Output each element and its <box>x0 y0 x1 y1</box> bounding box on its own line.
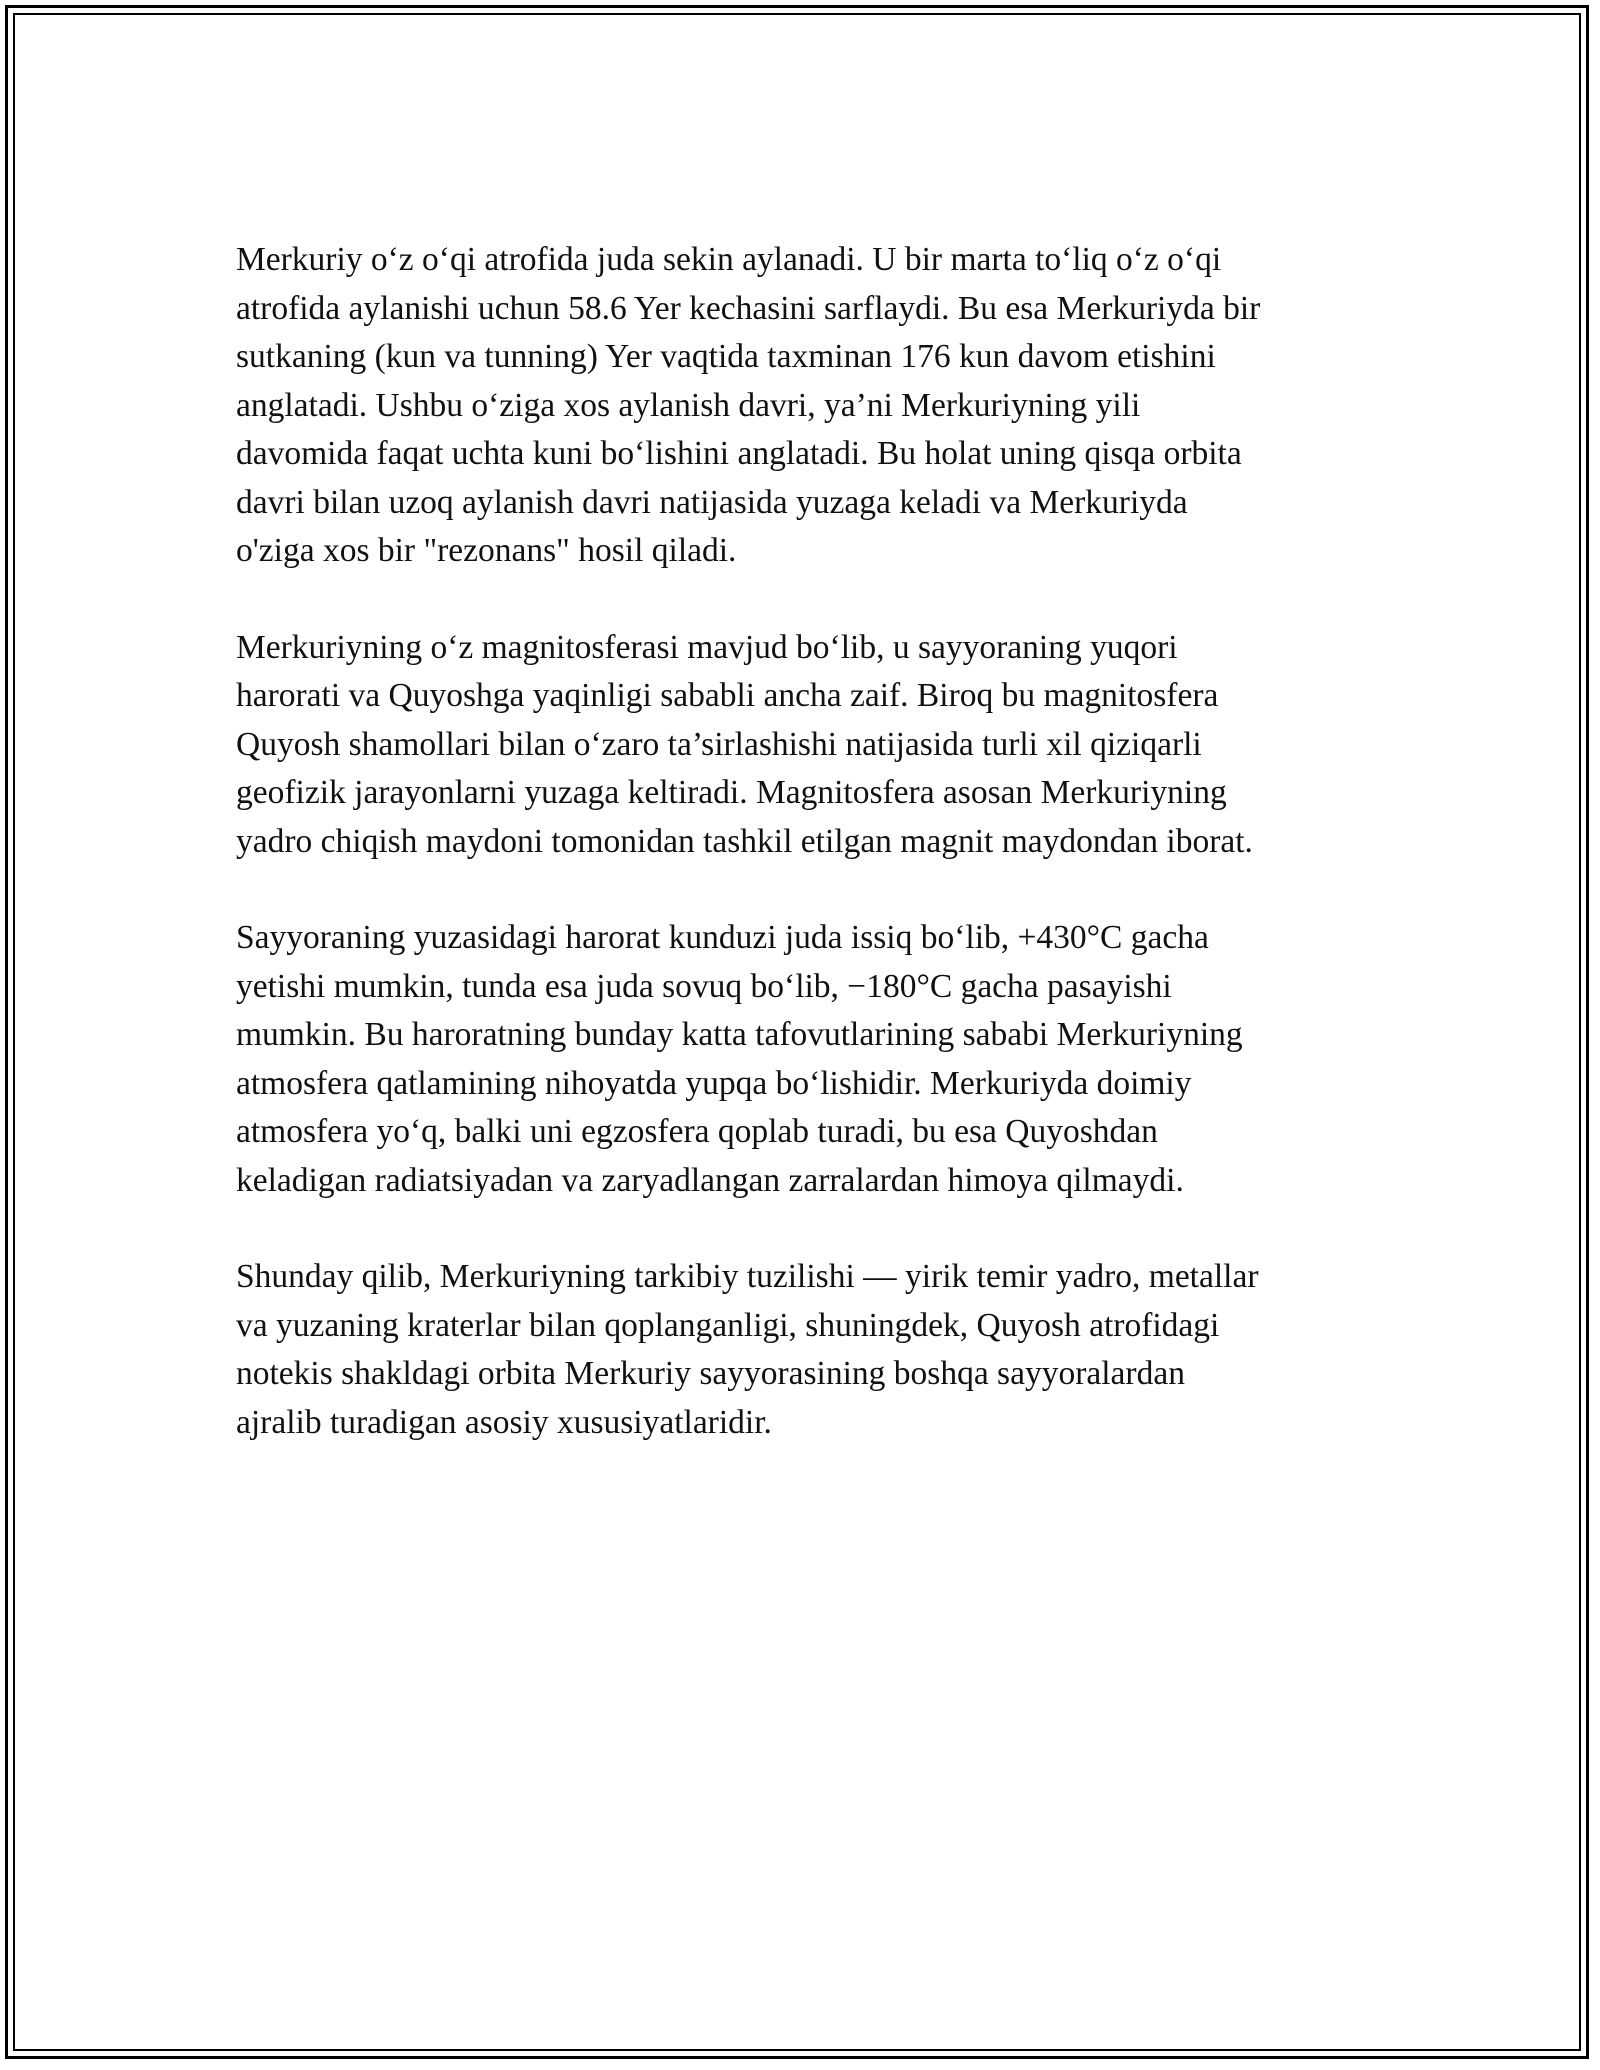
document-body <box>236 236 1366 1495</box>
paragraph-magnetosphere: Merkuriyning o‘z magnitosferasi mavjud bo‘lib, u sayyoraning yuqori harorati va Quyoshga yaqinligi sababli ancha zaif. Biroq bu magnitosfera Quyosh shamollari bilan o‘zaro ta’sirlashishi natijasida turli xil qiziqarli geofizik jarayonlarni yuzaga keltiradi. Magnitosfera asosan Merkuriyning yadro chiqish maydoni tomonidan tashkil etilgan magnit maydondan iborat. <box>236 628 1253 860</box>
paragraph-rotation: Merkuriy o‘z o‘qi atrofida juda sekin aylanadi. U bir marta to‘liq o‘z o‘qi atrofida aylanishi uchun 58.6 Yer kechasini sarflaydi. Bu esa Merkuriyda bir sutkaning (kun va tunning) Yer vaqtida taxminan 176 kun davom etishini anglatadi. Ushbu o‘ziga xos aylanish davri, ya’ni Merkuriyning yili davomida faqat uchta kuni bo‘lishini anglatadi. Bu holat uning qisqa orbita davri bilan uzoq aylanish davri natijasida yuzaga keladi va Merkuriyda o'ziga xos bir "rezonans" hosil qiladi. <box>236 241 1261 569</box>
paragraph-temperature: Sayyoraning yuzasidagi harorat kunduzi juda issiq bo‘lib, +430°C gacha yetishi mumkin, tunda esa juda sovuq bo‘lib, −180°C gacha pasayishi mumkin. Bu haroratning bunday katta tafovutlarining sababi Merkuriyning atmosfera qatlamining nihoyatda yupqa bo‘lishidir. Merkuriyda doimiy atmosfera yo‘q, balki uni egzosfera qoplab turadi, bu esa Quyoshdan keladigan radiatsiyadan va zaryadlangan zarralardan himoya qilmaydi. <box>236 919 1243 1199</box>
paragraph-conclusion: Shunday qilib, Merkuriyning tarkibiy tuzilishi — yirik temir yadro, metallar va yuzaning kraterlar bilan qoplanganligi, shuningdek, Quyosh atrofidagi notekis shakldagi orbita Merkuriy sayyorasining boshqa sayyoralardan ajralib turadigan asosiy xususiyatlaridir. <box>236 1258 1259 1441</box>
